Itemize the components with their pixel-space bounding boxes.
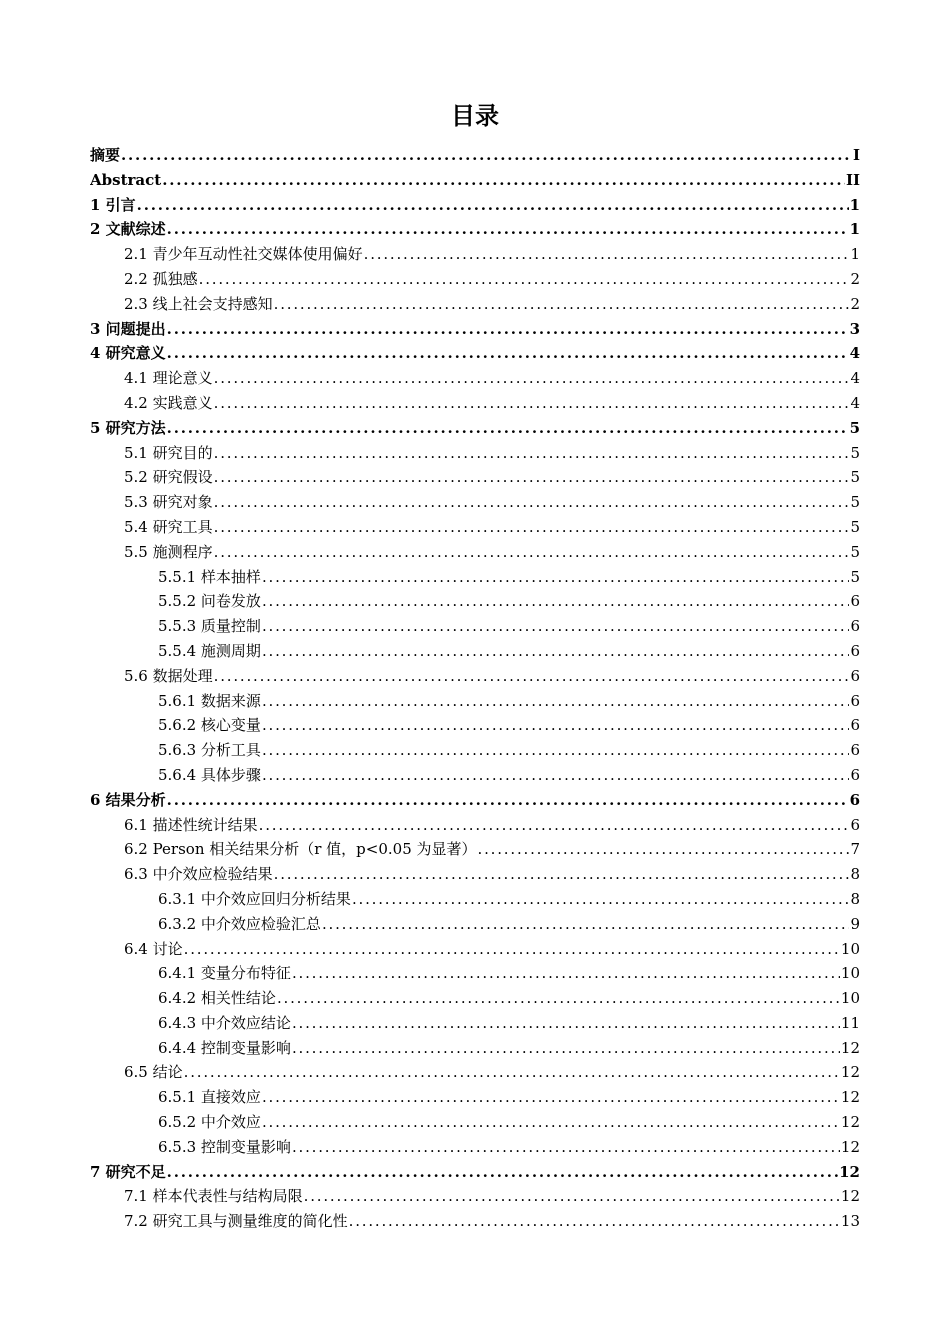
toc-entry[interactable] [90, 961, 860, 986]
toc-entry[interactable] [90, 1184, 860, 1209]
toc-entry-label: 4.2 实践意义 [124, 393, 213, 412]
toc-entry-label: 5.3 研究对象 [124, 493, 213, 512]
toc-entry-page: 13 [840, 1212, 860, 1231]
toc-entry-page: 6 [849, 790, 860, 809]
toc-entry-label: 5.6.3 分析工具 [158, 741, 261, 760]
toc-entry[interactable] [90, 1060, 860, 1085]
toc-dot-leader [262, 565, 850, 590]
toc-dot-leader [262, 1110, 840, 1135]
toc-entry-page: 5 [850, 517, 860, 536]
toc-entry[interactable] [90, 1135, 860, 1160]
toc-dot-leader [214, 465, 850, 490]
toc-entry-label: 2.2 孤独感 [124, 269, 198, 288]
toc-entry-label: 5.1 研究目的 [124, 443, 213, 462]
toc-entry-page: 12 [839, 1162, 860, 1181]
toc-entry-label: 4 研究意义 [90, 344, 166, 363]
toc-entry-label: 6.5.2 中介效应 [158, 1113, 261, 1132]
toc-dot-leader [304, 1184, 840, 1209]
toc-entry-page: 8 [850, 865, 860, 884]
toc-entry[interactable] [90, 515, 860, 540]
toc-entry[interactable] [90, 664, 860, 689]
toc-entry[interactable] [90, 1011, 860, 1036]
toc-dot-leader [262, 614, 850, 639]
toc-entry[interactable] [90, 242, 860, 267]
toc-entry-page: 6 [850, 592, 860, 611]
toc-entry-page: 7 [850, 840, 860, 859]
toc-entry-label: 7.1 样本代表性与结构局限 [124, 1187, 303, 1206]
toc-entry[interactable] [90, 614, 860, 639]
toc-entry-label: 5 研究方法 [90, 418, 166, 437]
toc-entry[interactable] [90, 937, 860, 962]
toc-entry[interactable] [90, 713, 860, 738]
toc-entry-label: 5.4 研究工具 [124, 517, 213, 536]
toc-entry[interactable] [90, 292, 860, 317]
toc-entry-label: 6.4.2 相关性结论 [158, 989, 276, 1008]
toc-dot-leader [214, 490, 850, 515]
toc-entry[interactable] [90, 366, 860, 391]
toc-dot-leader [274, 862, 850, 887]
toc-dot-leader [277, 986, 840, 1011]
toc-entry-label: 摘要 [90, 146, 121, 164]
toc-entry-page: I [852, 146, 860, 164]
toc-entry[interactable] [90, 391, 860, 416]
toc-entry-label: 5.5 施测程序 [124, 542, 213, 561]
toc-entry[interactable] [90, 267, 860, 292]
toc-dot-leader [184, 937, 840, 962]
toc-entry-page: 2 [850, 294, 860, 313]
toc-entry-label: 5.5.2 问卷发放 [158, 592, 261, 611]
toc-entry[interactable] [90, 813, 860, 838]
toc-entry[interactable] [90, 837, 860, 862]
toc-dot-leader [167, 317, 849, 342]
toc-entry[interactable] [90, 565, 860, 590]
toc-title: 目录 [451, 102, 499, 130]
toc-dot-leader [167, 1160, 838, 1185]
toc-entry-page: 6 [850, 691, 860, 710]
toc-entry-page: 6 [850, 617, 860, 636]
toc-entry-page: 6 [850, 741, 860, 760]
toc-entry[interactable] [90, 887, 860, 912]
toc-dot-leader [322, 912, 850, 937]
toc-entry-page: 10 [840, 989, 860, 1008]
toc-entry-label: 6.4.1 变量分布特征 [158, 964, 291, 983]
toc-dot-leader [478, 837, 850, 862]
toc-entry-page: 12 [840, 1187, 860, 1206]
toc-entry[interactable] [90, 986, 860, 1011]
toc-entry[interactable] [90, 1085, 860, 1110]
toc-entry-label: 6.3.2 中介效应检验汇总 [158, 914, 321, 933]
toc-entry-page: 12 [840, 1063, 860, 1082]
toc-entry[interactable] [90, 912, 860, 937]
toc-entry-label: 6.5.1 直接效应 [158, 1088, 261, 1107]
toc-entry-page: 12 [840, 1137, 860, 1156]
toc-dot-leader [214, 441, 850, 466]
toc-entry-page: 1 [850, 245, 860, 264]
toc-dot-leader [292, 1036, 840, 1061]
toc-entry-label: 5.5.1 样本抽样 [158, 567, 261, 586]
toc-entry-page: 5 [850, 567, 860, 586]
toc-dot-leader [184, 1060, 840, 1085]
toc-dot-leader [167, 416, 849, 441]
toc-entry-page: 6 [850, 716, 860, 735]
toc-entry-page: 10 [840, 939, 860, 958]
toc-entry-label: 6.3 中介效应检验结果 [124, 865, 273, 884]
toc-entry[interactable] [90, 341, 860, 366]
toc-entry-label: 6.4 讨论 [124, 939, 183, 958]
toc-entry-label: 5.5.4 施测周期 [158, 641, 261, 660]
toc-entry-page: 5 [850, 542, 860, 561]
toc-entry[interactable] [90, 317, 860, 342]
toc-entry-label: 2 文献综述 [90, 220, 166, 239]
toc-entry-page: 4 [849, 344, 860, 363]
toc-entry[interactable] [90, 1209, 860, 1234]
toc-entry[interactable] [90, 143, 860, 168]
toc-entry-page: 10 [840, 964, 860, 983]
toc-entry-label: 5.6.1 数据来源 [158, 691, 261, 710]
toc-entry-label: 6.3.1 中介效应回归分析结果 [158, 889, 351, 908]
toc-entry-label: 6.1 描述性统计结果 [124, 815, 258, 834]
toc-entry[interactable] [90, 738, 860, 763]
toc-entry-page: 11 [840, 1013, 860, 1032]
toc-dot-leader [262, 689, 850, 714]
toc-entry-page: 3 [849, 319, 860, 338]
toc-entry-label: 6.5.3 控制变量影响 [158, 1137, 291, 1156]
toc-entry-label: 5.6 数据处理 [124, 666, 213, 685]
toc-entry[interactable] [90, 862, 860, 887]
toc-dot-leader [167, 788, 849, 813]
toc-entry-page: 2 [850, 269, 860, 288]
toc-entry-label: 6 结果分析 [90, 790, 166, 809]
toc-entry-page: 4 [850, 393, 860, 412]
toc-entry-page: 6 [850, 815, 860, 834]
toc-entry[interactable] [90, 416, 860, 441]
toc-entry[interactable] [90, 763, 860, 788]
toc-dot-leader [121, 143, 852, 168]
toc-dot-leader [292, 1135, 840, 1160]
toc-entry-label: 2.3 线上社会支持感知 [124, 294, 273, 313]
toc-entry[interactable] [90, 1110, 860, 1135]
toc-entry-page: 4 [850, 369, 860, 388]
toc-entry-label: 5.5.3 质量控制 [158, 617, 261, 636]
toc-entry-page: 5 [849, 418, 860, 437]
toc-entry-label: 6.5 结论 [124, 1063, 183, 1082]
toc-entry-label: 7.2 研究工具与测量维度的简化性 [124, 1212, 348, 1231]
toc-entry-label: 5.2 研究假设 [124, 468, 213, 487]
toc-entry-label: 7 研究不足 [90, 1162, 166, 1181]
toc-entry-page: 6 [850, 666, 860, 685]
toc-entry-label: 4.1 理论意义 [124, 369, 213, 388]
toc-dot-leader [214, 391, 850, 416]
toc-entry[interactable] [90, 540, 860, 565]
toc-entry-page: 5 [850, 468, 860, 487]
toc-entry[interactable] [90, 193, 860, 218]
toc-entry-label: 6.4.4 控制变量影响 [158, 1038, 291, 1057]
toc-dot-leader [167, 341, 849, 366]
toc-entry-label: 1 引言 [90, 195, 136, 214]
toc-entry[interactable] [90, 217, 860, 242]
toc-entry-page: 6 [850, 765, 860, 784]
toc-dot-leader [162, 168, 845, 193]
toc-entry[interactable] [90, 589, 860, 614]
toc-entry-page: 6 [850, 641, 860, 660]
toc-entry[interactable] [90, 1160, 860, 1185]
toc-dot-leader [352, 887, 850, 912]
toc-entry-page: 9 [850, 914, 860, 933]
toc-dot-leader [292, 1011, 840, 1036]
toc-entry-label: 5.6.2 核心变量 [158, 716, 261, 735]
toc-entry-label: 6.2 Person 相关结果分析（r 值，p<0.05 为显著） [124, 840, 477, 859]
toc-entry-page: 5 [850, 493, 860, 512]
toc-dot-leader [349, 1209, 840, 1234]
toc-entry[interactable] [90, 441, 860, 466]
toc-entry[interactable] [90, 490, 860, 515]
toc-entry-label: Abstract [90, 170, 162, 189]
toc-entry-page: 1 [849, 195, 860, 214]
toc-dot-leader [262, 639, 850, 664]
toc-entry[interactable] [90, 788, 860, 813]
toc-dot-leader [262, 763, 850, 788]
toc-dot-leader [167, 217, 849, 242]
toc-entry-page: 12 [840, 1038, 860, 1057]
toc-dot-leader [214, 366, 850, 391]
toc-dot-leader [364, 242, 850, 267]
toc-entry[interactable] [90, 639, 860, 664]
toc-dot-leader [274, 292, 850, 317]
toc-entry-label: 3 问题提出 [90, 319, 166, 338]
toc-dot-leader [292, 961, 840, 986]
toc-dot-leader [262, 1085, 840, 1110]
toc-dot-leader [262, 713, 850, 738]
toc-dot-leader [214, 540, 850, 565]
toc-dot-leader [262, 738, 850, 763]
toc-entry[interactable] [90, 689, 860, 714]
table-of-contents [90, 143, 860, 1234]
toc-dot-leader [214, 515, 850, 540]
toc-dot-leader [199, 267, 850, 292]
toc-entry[interactable] [90, 1036, 860, 1061]
toc-entry-page: 12 [840, 1088, 860, 1107]
toc-entry-page: 8 [850, 889, 860, 908]
toc-entry-label: 6.4.3 中介效应结论 [158, 1013, 291, 1032]
toc-entry-label: 5.6.4 具体步骤 [158, 765, 261, 784]
toc-entry-page: 5 [850, 443, 860, 462]
toc-dot-leader [214, 664, 850, 689]
toc-entry-page: 1 [849, 220, 860, 239]
toc-dot-leader [259, 813, 850, 838]
toc-entry-page: II [845, 170, 860, 189]
toc-entry-label: 2.1 青少年互动性社交媒体使用偏好 [124, 245, 363, 264]
toc-entry-page: 12 [840, 1113, 860, 1132]
toc-entry[interactable] [90, 168, 860, 193]
toc-entry[interactable] [90, 465, 860, 490]
toc-dot-leader [262, 589, 850, 614]
toc-dot-leader [137, 193, 849, 218]
